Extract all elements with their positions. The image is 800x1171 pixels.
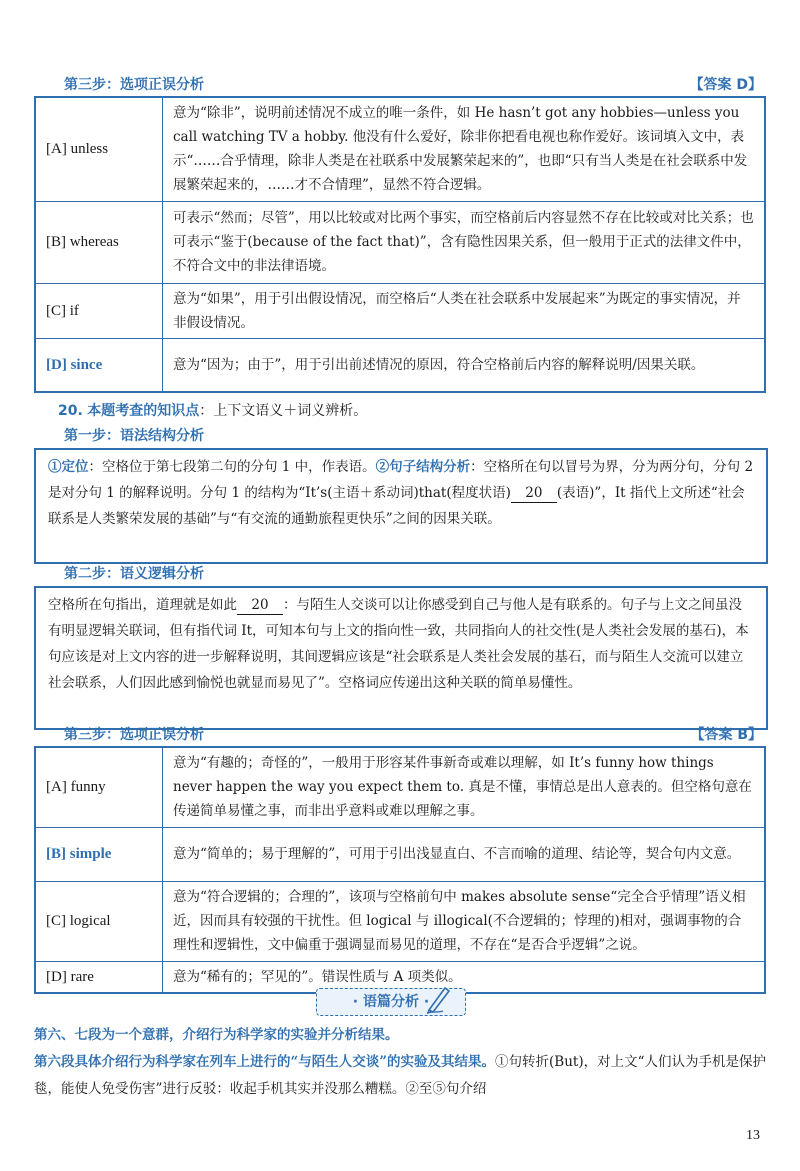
analysis-p2 bbox=[34, 1049, 766, 1103]
option-label: [D] rare bbox=[35, 961, 163, 993]
table-row bbox=[35, 827, 765, 881]
option-explanation: 意为“除非”，说明前述情况不成立的唯一条件，如 He hasn’t got any hobbies—unless you call watching TV a hobby. 他没有什么爱好，除非你把看电视也称作爱好。该词填入文中，表示“……合乎情理，除非人类是在社联系中发展繁荣起来的”，也即“只有当人类是在社会联系中发展繁荣起来的，……才不合情理”，显然不符合逻辑。 bbox=[163, 97, 766, 201]
structure-text-cont: (表语)”，It 指代上文所述“社会联系是人类繁荣发展的基础”与“有交流的通勤旅程更快乐”之间的因果关联。 bbox=[48, 485, 745, 527]
pen-icon bbox=[425, 984, 453, 1014]
table-row bbox=[35, 338, 765, 392]
table-row bbox=[35, 97, 765, 201]
option-label-correct: [D] since bbox=[35, 338, 163, 392]
knowledge-text: ：上下文语义＋词义辨析。 bbox=[199, 403, 368, 419]
options-table-20 bbox=[34, 746, 766, 994]
question-number: 20. bbox=[58, 403, 83, 419]
option-explanation: 意为“如果”，用于引出假设情况，而空格后“人类在社会联系中发展起来”为既定的事实情况，并非假设情况。 bbox=[163, 283, 766, 338]
step1-heading: 第一步：语法结构分析 bbox=[64, 428, 204, 444]
page-number: 13 bbox=[746, 1128, 760, 1143]
answer-badge: 【答案 D】 bbox=[689, 77, 762, 93]
answer-badge: 【答案 B】 bbox=[690, 727, 762, 743]
option-label: [A] funny bbox=[35, 747, 163, 827]
blank-20: 20 bbox=[237, 596, 283, 615]
blank-20: 20 bbox=[511, 484, 557, 503]
options-table-19 bbox=[34, 96, 766, 393]
option-label: [C] if bbox=[35, 283, 163, 338]
option-explanation: 意为“稀有的；罕见的”。错误性质与 A 项类似。 bbox=[163, 961, 766, 993]
locate-label: ①定位 bbox=[48, 459, 89, 475]
analysis-p2-lead: 第六段具体介绍行为科学家在列车上进行的“与陌生人交谈”的实验及其结果。 bbox=[34, 1054, 496, 1070]
structure-label: ②句子结构分析 bbox=[375, 459, 471, 475]
locate-text: ：空格位于第七段第二句的分句 1 中，作表语。 bbox=[88, 459, 376, 475]
option-explanation: 意为“符合逻辑的；合理的”，该项与空格前句中 makes absolute sense“完全合乎情理”语义相近，因而具有较强的干扰性。但 logical 与 illogical(不合逻辑的；悖理的)相对，强调事物的合理性和逻辑性，文中偏重于强调显而易见的道理，不存在“是否合乎逻辑”之说。 bbox=[163, 881, 766, 961]
option-label: [B] whereas bbox=[35, 201, 163, 283]
option-explanation: 意为“有趣的；奇怪的”，一般用于形容某件事新奇或难以理解，如 It’s funny how things never happen the way you expect them to. 真是不懂，事情总是出人意表的。但空格句意在传递简单易懂之事，而非出乎意料或难以理解之事。 bbox=[163, 747, 766, 827]
table-row bbox=[35, 283, 765, 338]
knowledge-label: 本题考查的知识点 bbox=[87, 403, 200, 419]
step3-heading: 第三步：选项正误分析 bbox=[64, 77, 204, 93]
option-explanation: 可表示“然而；尽管”，用以比较或对比两个事实，而空格前后内容显然不存在比较或对比关系；也可表示“鉴于(because of the fact that)”，含有隐性因果关系，但一般用于正式的法律文件中，不符合文中的非法律语境。 bbox=[163, 201, 766, 283]
option-explanation: 意为“因为；由于”，用于引出前述情况的原因，符合空格前后内容的解释说明/因果关联。 bbox=[163, 338, 766, 392]
semantic-text: 空格所在句指出，道理就是如此 bbox=[48, 597, 237, 613]
question-20-title bbox=[58, 400, 367, 420]
analysis-p1: 第六、七段为一个意群，介绍行为科学家的实验并分析结果。 bbox=[34, 1027, 399, 1043]
option-label: [A] unless bbox=[35, 97, 163, 201]
analysis-text bbox=[34, 1022, 766, 1103]
option-explanation: 意为“简单的；易于理解的”，可用于引出浅显直白、不言而喻的道理、结论等，契合句内文意。 bbox=[163, 827, 766, 881]
table-row bbox=[35, 747, 765, 827]
semantic-analysis-box bbox=[34, 586, 768, 730]
discourse-analysis-badge: · 语篇分析 · bbox=[316, 988, 466, 1016]
option-label-correct: [B] simple bbox=[35, 827, 163, 881]
structure-text: ：空格所在句以冒号为界，分为两分句，分句 2 是对分句 1 的解释说明。分句 1 的结构为“It’s(主语＋系动词)that(程度状语) bbox=[48, 459, 754, 501]
step3-heading: 第三步：选项正误分析 bbox=[64, 727, 204, 743]
analysis-p2-text: ①句转折(But)，对上文“人们认为手机是保护毯，能使人免受伤害”进行反驳：收起手机其实并没那么糟糕。②至⑤句介绍 bbox=[34, 1054, 767, 1097]
semantic-text-cont: ：与陌生人交谈可以让你感受到自己与他人是有联系的。句子与上文之间虽没有明显逻辑关联词，但有指代词 It，可知本句与上文的指向性一致，共同指向人的社交性(是人类社会发展的基石)，本句应该是对上文内容的进一步解释说明，其间逻辑应该是“社会联系是人类社会发展的基石，而与陌生人交流可以建立社会联系，人们因此感到愉悦也就显而易见了”。空格词应传递出这种关联的简单易懂性。 bbox=[48, 597, 749, 691]
step2-heading: 第二步：语义逻辑分析 bbox=[64, 566, 204, 582]
table-row bbox=[35, 201, 765, 283]
grammar-analysis-box bbox=[34, 448, 768, 564]
table-row bbox=[35, 881, 765, 961]
option-label: [C] logical bbox=[35, 881, 163, 961]
